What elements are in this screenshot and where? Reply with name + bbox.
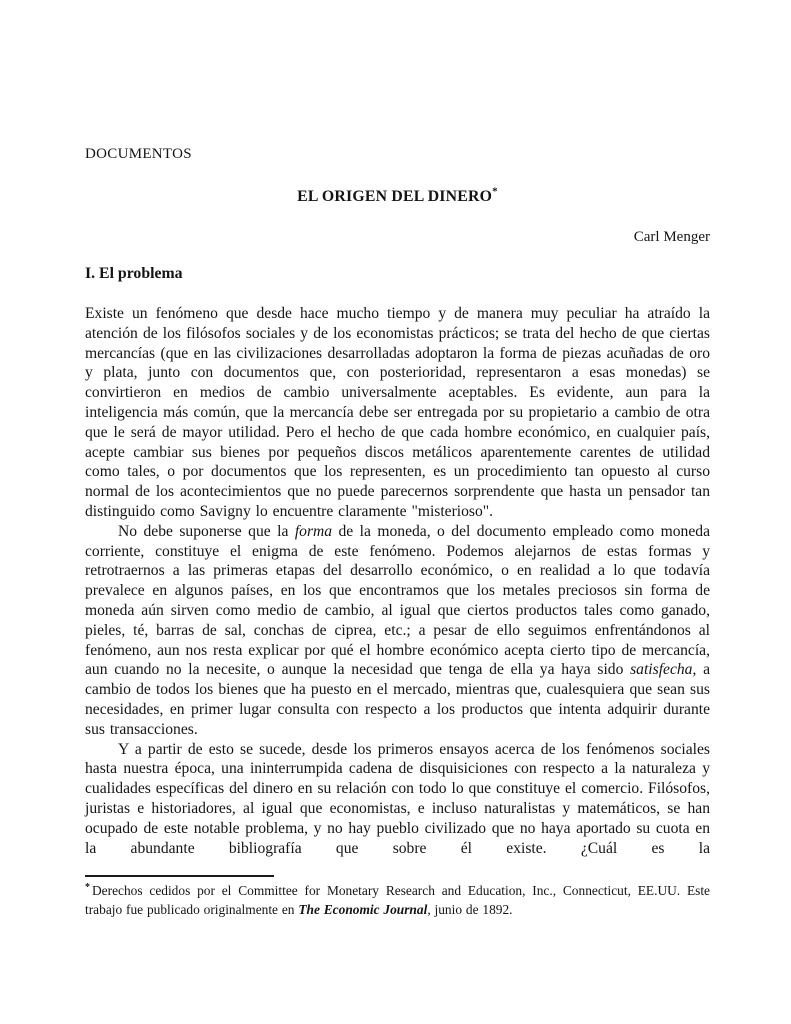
title-footnote-marker: * [492,185,498,198]
section-heading: I. El problema [85,265,183,282]
document-title-text: EL ORIGEN DEL DINERO [297,188,493,205]
footnote-marker: * [85,881,90,893]
section-label: DOCUMENTOS [85,146,192,162]
footnote-divider [85,875,274,877]
body-paragraph-3: Y a partir de esto se sucede, desde los primeros ensayos acerca de los fenómenos sociales hasta nuestra época, una ininterrumpida cadena de disquisiciones con respecto a la naturaleza y cualidades específicas del dinero en su relación con todo lo que constituye el comercio. Filósofos, juristas e historiadores, al igual que economistas, e incluso naturalistas y matemáticos, se han ocupado de este notable problema, y no hay pueblo civilizado que no haya aportado su cuota en la abundante bibliografía que sobre él existe. ¿Cuál es la [85,740,710,857]
footnote-text: Derechos cedidos por el Committee for Monetary Research and Education, Inc., Connecticut, EE.UU. Este trabajo fue publicado originalmente en The Economic Journal, junio de 1892. [85,883,710,918]
document-body [85,304,710,858]
body-paragraph-1: Existe un fenómeno que desde hace mucho tiempo y de manera muy peculiar ha atraído la atención de los filósofos sociales y de los economistas prácticos; se trata del hecho de que ciertas mercancías (que en las civilizaciones desarrolladas adoptaron la forma de piezas acuñadas de oro y plata, junto con documentos que, con posterioridad, representaron a esas monedas) se convirtieron en medios de cambio universalmente aceptables. Es evidente, aun para la inteligencia más común, que la mercancía debe ser entregada por su propietario a cambio de otra que le será de mayor utilidad. Pero el hecho de que cada hombre económico, en cualquier país, acepte cambiar sus bienes por pequeños discos metálicos aparentemente carentes de utilidad como tales, o por documentos que los representen, es un procedimiento tan opuesto al curso normal de los acontecimientos que no puede parecernos sorprendente que hasta un pensador tan distinguido como Savigny lo encuentre claramente "misterioso". [85,305,710,520]
author-name: Carl Menger [633,229,710,245]
footnote [85,882,710,920]
document-title [85,185,710,205]
body-paragraph-2: No debe suponerse que la forma de la moneda, o del documento empleado como moneda corriente, constituye el enigma de este fenómeno. Podemos alejarnos de estas formas y retrotraernos a las primeras etapas del desarrollo económico, o en realidad a lo que todavía prevalece en algunos países, en los que encontramos que los metales preciosos sin forma de moneda aún sirven como medio de cambio, al igual que ciertos productos tales como ganado, pieles, té, barras de sal, conchas de ciprea, etc.; a pesar de ello seguimos enfrentándonos al fenómeno, aun nos resta explicar por qué el hombre económico acepta cierto tipo de mercancía, aun cuando no la necesite, o aunque la necesidad que tenga de ella ya haya sido satisfecha, a cambio de todos los bienes que ha puesto en el mercado, mientras que, cualesquiera que sean sus necesidades, en primer lugar consulta con respecto a los productos que intenta adquirir durante sus transacciones. [85,522,710,738]
